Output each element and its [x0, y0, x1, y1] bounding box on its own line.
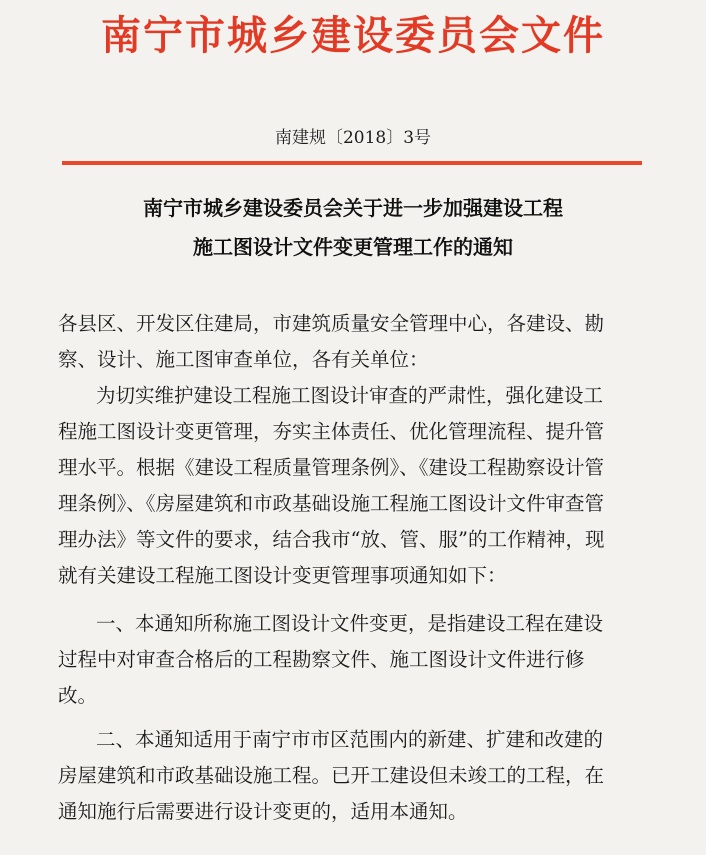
paragraph-3-line-1: 二、本通知适用于南宁市市区范围内的新建、扩建和改建的 [96, 728, 604, 751]
salutation-line-1: 各县区、开发区住建局，市建筑质量安全管理中心，各建设、勘 [58, 312, 605, 335]
paragraph-1-line-4: 理条例》、《房屋建筑和市政基础设施工程施工图设计文件审查管 [58, 492, 605, 515]
paragraph-1-line-5: 理办法》等文件的要求，结合我市“放、管、服”的工作精神，现 [58, 528, 605, 551]
paragraph-1-line-3: 理水平。根据《建设工程质量管理条例》、《建设工程勘察设计管 [58, 456, 605, 479]
paragraph-2-line-2: 过程中对审查合格后的工程勘察文件、施工图设计文件进行修 [58, 648, 585, 671]
paragraph-2-line-3: 改。 [58, 684, 98, 707]
salutation-line-2: 察、设计、施工图审查单位，各有关单位： [58, 348, 429, 371]
paragraph-1-line-1: 为切实维护建设工程施工图设计审查的严肃性，强化建设工 [96, 384, 604, 407]
notice-title-line-1: 南宁市城乡建设委员会关于进一步加强建设工程 [143, 196, 563, 220]
document-number: 南建规〔2018〕3号 [274, 128, 432, 148]
masthead-title: 南宁市城乡建设委员会文件 [101, 13, 605, 59]
red-divider-rule [62, 161, 642, 165]
paragraph-1-line-6: 就有关建设工程施工图设计变更管理事项通知如下： [58, 564, 507, 587]
notice-title-line-2: 施工图设计文件变更管理工作的通知 [193, 235, 513, 259]
paragraph-1-line-2: 程施工图设计变更管理，夯实主体责任、优化管理流程、提升管 [58, 420, 605, 443]
paragraph-3-line-3: 通知施行后需要进行设计变更的，适用本通知。 [58, 800, 468, 823]
paragraph-2-line-1: 一、本通知所称施工图设计文件变更，是指建设工程在建设 [96, 612, 604, 635]
paragraph-3-line-2: 房屋建筑和市政基础设施工程。已开工建设但未竣工的工程，在 [58, 764, 605, 787]
